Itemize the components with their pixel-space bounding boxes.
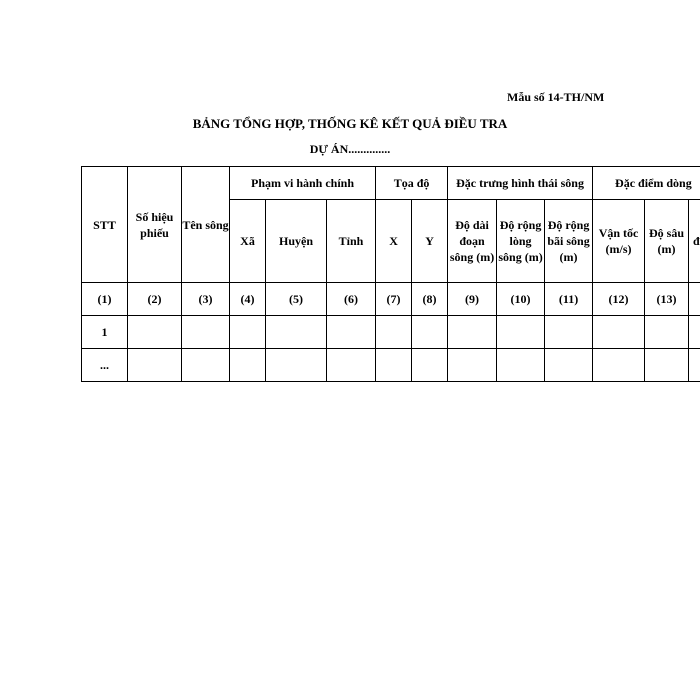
header-stt: STT	[82, 167, 128, 283]
header-toa-do: Tọa độ	[376, 167, 448, 200]
table-cell[interactable]	[689, 316, 700, 349]
header-huyen: Huyện	[266, 200, 327, 283]
header-do-rong-bai-song: Độ rộng bãi sông (m)	[545, 200, 593, 283]
header-ten-song: Tên sông	[182, 167, 230, 283]
table-cell[interactable]	[327, 316, 376, 349]
header-do-dai-doan-song: Độ dài đoạn sông (m)	[448, 200, 497, 283]
header-partial-column: đ	[689, 200, 700, 283]
header-dac-diem-dong: Đặc điểm dòng	[593, 167, 700, 200]
table-cell[interactable]	[497, 316, 545, 349]
table-cell[interactable]	[376, 349, 412, 382]
table-row	[82, 349, 700, 382]
column-number: (5)	[266, 283, 327, 316]
table-cell[interactable]	[182, 349, 230, 382]
header-y: Y	[412, 200, 448, 283]
table-cell[interactable]	[376, 316, 412, 349]
table-cell[interactable]	[545, 349, 593, 382]
table-cell[interactable]	[412, 316, 448, 349]
column-number: (8)	[412, 283, 448, 316]
header-xa: Xã	[230, 200, 266, 283]
table-cell[interactable]	[448, 316, 497, 349]
table-cell[interactable]	[545, 316, 593, 349]
table-cell[interactable]	[645, 349, 689, 382]
table-cell[interactable]	[448, 349, 497, 382]
form-number: Mẫu số 14-TH/NM	[507, 90, 605, 104]
table-cell[interactable]	[230, 316, 266, 349]
header-so-hieu-phieu: Số hiệu phiếu	[128, 167, 182, 283]
table-cell[interactable]	[327, 349, 376, 382]
table-cell[interactable]	[266, 349, 327, 382]
row-stt: 1	[82, 316, 128, 349]
page-title: BẢNG TỔNG HỢP, THỐNG KÊ KẾT QUẢ ĐIỀU TRA	[192, 116, 508, 131]
row-stt: ...	[82, 349, 128, 382]
column-number: (4)	[230, 283, 266, 316]
column-number: (2)	[128, 283, 182, 316]
column-number: (7)	[376, 283, 412, 316]
table-cell[interactable]	[593, 316, 645, 349]
header-x: X	[376, 200, 412, 283]
table-cell[interactable]	[230, 349, 266, 382]
column-number	[689, 283, 700, 316]
header-tinh: Tỉnh	[327, 200, 376, 283]
table-cell[interactable]	[689, 349, 700, 382]
column-number: (3)	[182, 283, 230, 316]
header-pham-vi-hanh-chinh: Phạm vi hành chính	[230, 167, 376, 200]
table-cell[interactable]	[128, 349, 182, 382]
header-do-sau: Độ sâu (m)	[645, 200, 689, 283]
survey-table-container	[81, 166, 700, 384]
header-do-rong-long-song: Độ rộng lòng sông (m)	[497, 200, 545, 283]
column-number: (13)	[645, 283, 689, 316]
header-van-toc: Vận tốc (m/s)	[593, 200, 645, 283]
header-dac-trung-hinh-thai: Đặc trưng hình thái sông	[448, 167, 593, 200]
survey-summary-table	[81, 166, 700, 382]
table-cell[interactable]	[266, 316, 327, 349]
column-number: (11)	[545, 283, 593, 316]
table-row	[82, 316, 700, 349]
table-cell[interactable]	[128, 316, 182, 349]
column-number: (12)	[593, 283, 645, 316]
table-cell[interactable]	[412, 349, 448, 382]
table-cell[interactable]	[497, 349, 545, 382]
column-number: (1)	[82, 283, 128, 316]
table-cell[interactable]	[593, 349, 645, 382]
project-subtitle: DỰ ÁN..............	[309, 142, 391, 156]
column-number: (9)	[448, 283, 497, 316]
column-number: (10)	[497, 283, 545, 316]
column-number: (6)	[327, 283, 376, 316]
table-cell[interactable]	[645, 316, 689, 349]
table-cell[interactable]	[182, 316, 230, 349]
